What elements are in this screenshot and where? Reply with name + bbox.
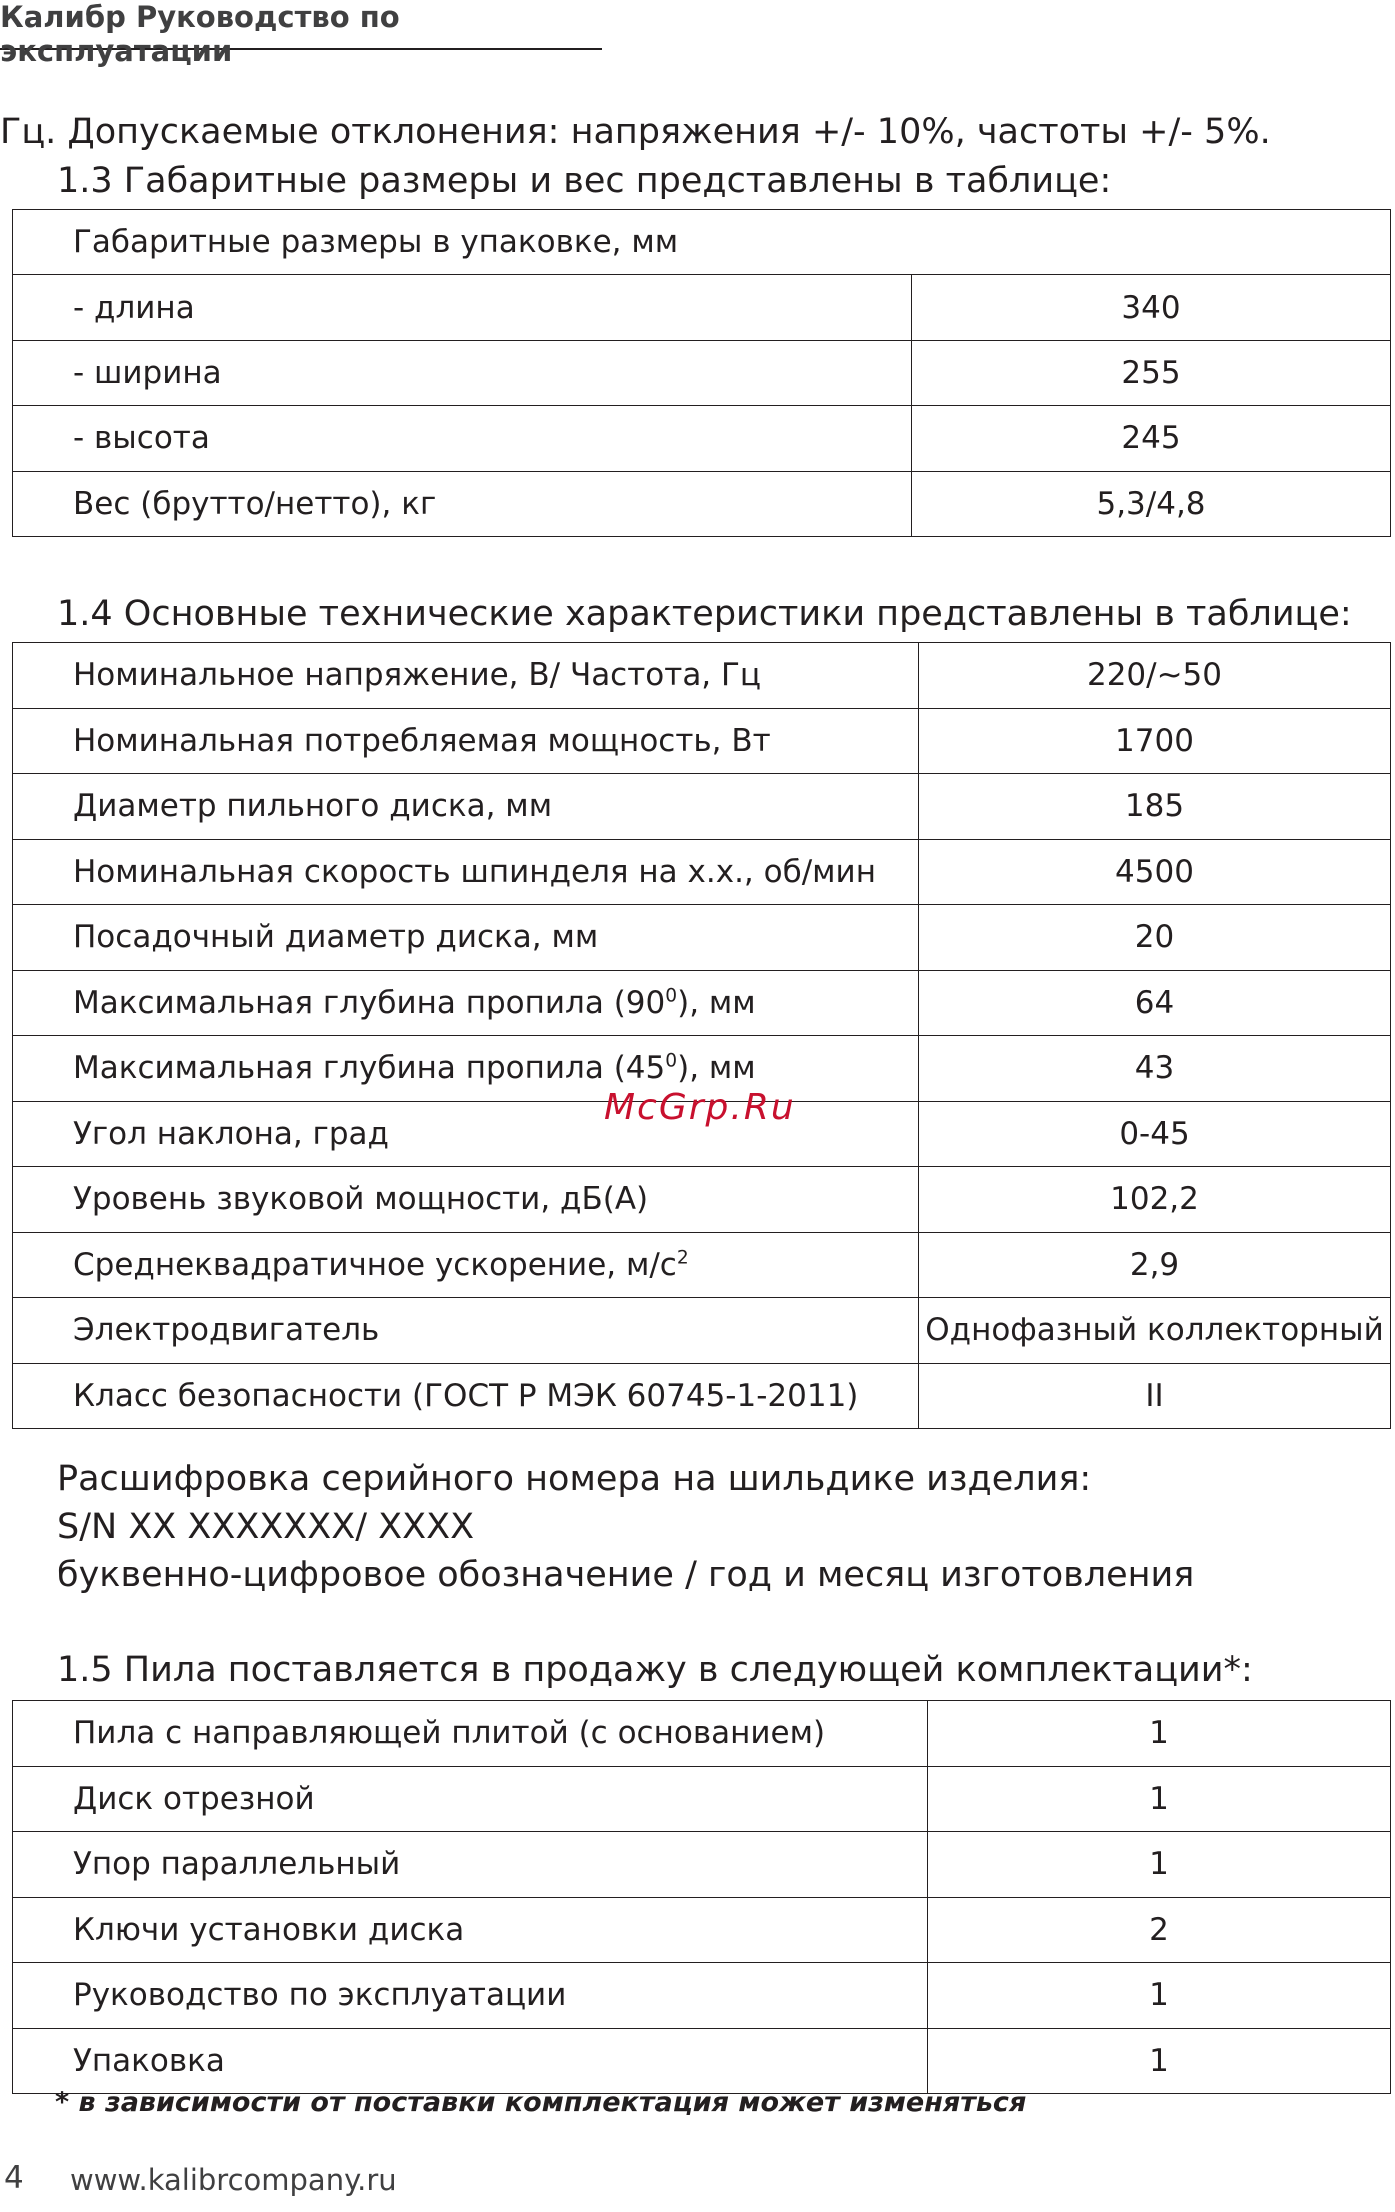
row-label: Упор параллельный [13, 1832, 928, 1898]
degree-superscript: 0 [665, 985, 678, 1007]
row-label: - длина [13, 275, 912, 340]
row-label: Вес (брутто/нетто), кг [13, 471, 912, 536]
table-row [13, 1897, 1391, 1963]
row-label: Номинальная потребляемая мощность, Вт [13, 708, 919, 774]
row-value: 255 [912, 340, 1391, 405]
table-row [13, 708, 1391, 774]
row-label: - высота [13, 406, 912, 471]
table-row [13, 275, 1391, 340]
row-value: Однофазный коллекторный [919, 1298, 1391, 1364]
serial-line-3: буквенно-цифровое обозначение / год и месяц изготовления [57, 1555, 1195, 1595]
table-row [13, 471, 1391, 536]
row-value: 64 [919, 970, 1391, 1036]
page-number: 4 [4, 2160, 24, 2196]
package-contents-table [12, 1700, 1391, 2094]
row-value: 1 [928, 2028, 1391, 2094]
row-value: 1 [928, 1701, 1391, 1767]
label-text: Среднеквадратичное ускорение, м/с [73, 1246, 677, 1283]
row-value: 340 [912, 275, 1391, 340]
row-value: 1 [928, 1832, 1391, 1898]
row-value: 43 [919, 1036, 1391, 1102]
specifications-table [12, 642, 1391, 1429]
row-value: 1 [928, 1766, 1391, 1832]
header-title: Калибр Руководство по эксплуатации [0, 0, 400, 68]
website-link[interactable]: www.kalibrcompany.ru [70, 2163, 397, 2197]
section-1-3-title: 1.3 Габаритные размеры и вес представлены в таблице: [57, 161, 1112, 201]
dimensions-header-cell: Габаритные размеры в упаковке, мм [13, 210, 1391, 275]
table-row [13, 1298, 1391, 1364]
row-label: Посадочный диаметр диска, мм [13, 905, 919, 971]
table-row [13, 1232, 1391, 1298]
table-row [13, 1701, 1391, 1767]
row-label: Руководство по эксплуатации [13, 1963, 928, 2029]
table-row [13, 643, 1391, 709]
row-value: 2,9 [919, 1232, 1391, 1298]
intro-line: Гц. Допускаемые отклонения: напряжения +/- 10%, частоты +/- 5%. [0, 112, 1271, 152]
row-label: - ширина [13, 340, 912, 405]
row-value: 20 [919, 905, 1391, 971]
table-row [13, 406, 1391, 471]
row-label: Диск отрезной [13, 1766, 928, 1832]
row-label: Диаметр пильного диска, мм [13, 774, 919, 840]
table-row [13, 1167, 1391, 1233]
row-value: 4500 [919, 839, 1391, 905]
row-label: Номинальная скорость шпинделя на х.х., об/мин [13, 839, 919, 905]
section-1-5-title: 1.5 Пила поставляется в продажу в следующей комплектации*: [57, 1650, 1253, 1690]
row-label: Номинальное напряжение, В/ Частота, Гц [13, 643, 919, 709]
label-text: Максимальная глубина пропила (90 [73, 984, 666, 1021]
table-row [13, 1363, 1391, 1429]
row-value: 1 [928, 1963, 1391, 2029]
label-text: ), мм [677, 984, 756, 1021]
table-row [13, 340, 1391, 405]
watermark: McGrp.Ru [604, 1087, 796, 1128]
row-value: 1700 [919, 708, 1391, 774]
row-label [13, 970, 919, 1036]
label-text: ), мм [677, 1050, 756, 1087]
row-value: 220/~50 [919, 643, 1391, 709]
footnote: * в зависимости от поставки комплектация может изменяться [55, 2087, 1027, 2118]
serial-line-1: Расшифровка серийного номера на шильдике изделия: [57, 1459, 1092, 1499]
page-header [0, 0, 602, 68]
label-text: Максимальная глубина пропила (45 [73, 1050, 666, 1087]
row-label: Ключи установки диска [13, 1897, 928, 1963]
table-row [13, 839, 1391, 905]
table-row [13, 970, 1391, 1036]
row-label: Класс безопасности (ГОСТ Р МЭК 60745-1-2011) [13, 1363, 919, 1429]
row-value: 245 [912, 406, 1391, 471]
row-value: 2 [928, 1897, 1391, 1963]
row-label: Пила с направляющей плитой (с основанием) [13, 1701, 928, 1767]
section-1-4-title: 1.4 Основные технические характеристики представлены в таблице: [57, 594, 1352, 634]
row-label: Электродвигатель [13, 1298, 919, 1364]
row-value: 0-45 [919, 1101, 1391, 1167]
row-label: Угол наклона, град [13, 1101, 919, 1167]
row-value: 5,3/4,8 [912, 471, 1391, 536]
serial-line-2: S/N XX XXXXXXX/ XXXX [57, 1507, 475, 1547]
row-value: 102,2 [919, 1167, 1391, 1233]
table-row [13, 1832, 1391, 1898]
row-label [13, 1232, 919, 1298]
table-row [13, 905, 1391, 971]
table-row [13, 1963, 1391, 2029]
table-row [13, 774, 1391, 840]
row-value: 185 [919, 774, 1391, 840]
table-row [13, 210, 1391, 275]
table-row [13, 2028, 1391, 2094]
table-row [13, 1766, 1391, 1832]
squared-superscript: 2 [676, 1247, 689, 1269]
row-value: II [919, 1363, 1391, 1429]
row-label: Упаковка [13, 2028, 928, 2094]
row-label: Уровень звуковой мощности, дБ(А) [13, 1167, 919, 1233]
dimensions-table [12, 209, 1391, 537]
degree-superscript: 0 [665, 1050, 678, 1072]
